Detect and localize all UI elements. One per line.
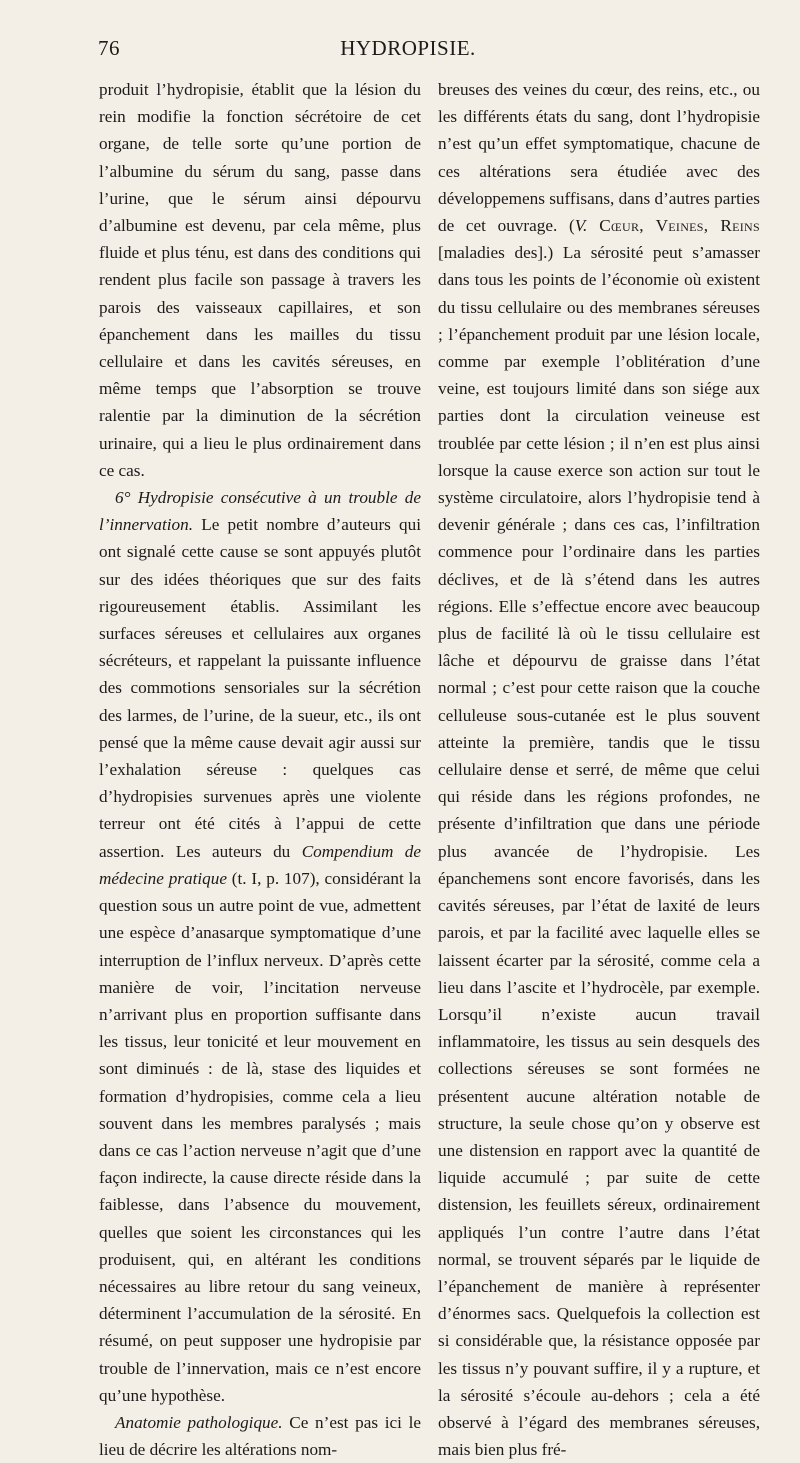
see-reference: V. — [574, 216, 588, 236]
running-title: HYDROPISIE. — [340, 36, 476, 60]
section-heading-anatomy: Anatomie pathologique. — [115, 1412, 283, 1432]
paragraph-anatomy-continued — [438, 76, 760, 1463]
paragraph-text: breuses des veines du cœur, des reins, etc., ou les différents états du sang, dont l’hydropisie n’est qu’un effet symptomatique, chacune de ces altérations sera étudiée avec des développemens suffisans, dans d’autres parties de cet ouvrage. ( — [438, 80, 760, 236]
right-column — [438, 76, 760, 1463]
cross-references: Cœur, Veines, Reins — [587, 216, 760, 236]
paragraph-text: Ce n’est pas ici le lieu de décrire les altérations nom- — [99, 1412, 421, 1460]
page-number: 76 — [98, 36, 120, 60]
paragraph-innervation — [99, 484, 421, 1409]
paragraph-text: produit l’hydropisie, établit que la lésion du rein modifie la fonction sécrétoire de cet organe, de telle sorte qu’une portion de l’albumine du sérum du sang, passe dans l’urine, que le sérum ainsi dépourvu d’albumine est devenu, par cela même, plus fluide et plus ténu, est dans des conditions qui rendent plus facile son passage à travers les parois des vaisseaux capillaires, et son épanchement dans les mailles du tissu cellulaire et dans les cavités séreuses, en même temps que l’absorption se trouve ralentie par la diminution de la sécrétion urinaire, qui a lieu le plus ordinairement dans ce cas. — [99, 80, 421, 480]
paragraph-text: (t. I, p. 107), considérant la question sous un autre point de vue, admettent une espèce d’anasarque symptomatique d’une interruption de l’influx nerveux. D’après cette manière de voir, l’incitation nerveuse n’arrivant plus en proportion suffisante dans les tissus, leur tonicité et leur mouvement en sont diminués : de là, stase des liquides et formation d’hydropisies, comme cela a lieu souvent dans les membres paralysés ; mais dans ce cas l’action nerveuse n’agit que d’une façon indirecte, la cause directe réside dans la faiblesse, dans l’absence du mouvement, quelles que soient les circonstances qui les produisent, qui, en altérant les conditions nécessaires au libre retour du sang veineux, déterminent l’accumulation de la sérosité. En résumé, on peut supposer une hydropisie par trouble de l’innervation, mais ce n’est encore qu’une hypothèse. — [99, 868, 421, 1405]
paragraph-text: Le petit nombre d’auteurs qui ont signalé cette cause se sont appuyés plutôt sur des idées théoriques que sur des faits rigoureusement établis. Assimilant les surfaces séreuses et cellulaires aux organes sécréteurs, et rappelant la puissante influence des commotions sensoriales sur la sécrétion des larmes, de l’urine, de la sueur, etc., ils ont pensé que la même cause devait agir aussi sur l’exhalation séreuse : quelques cas d’hydropisies survenues après une violente terreur ont été cités à l’appui de cette assertion. Les auteurs du — [99, 515, 421, 861]
book-title: Compendium de médecine pratique — [99, 841, 422, 888]
section-heading-innervation: 6° Hydropisie consécutive à un trouble de l’innervation. — [99, 488, 421, 535]
paragraph-anatomy — [99, 1409, 421, 1463]
paragraph-text: [maladies des].) La sérosité peut s’amasser dans tous les points de l’économie où existent du tissu cellulaire ou des membranes séreuses ; l’épanchement produit par une lésion locale, comme par exemple l’oblitération d’une veine, est toujours limité dans son siége aux parties dont la circulation veineuse est troublée par cette lésion ; il n’en est plus ainsi lorsque la cause exerce son action sur tout le système circulatoire, alors l’hydropisie tend à devenir générale ; dans ces cas, l’infiltration commence pour l’ordinaire dans les parties déclives, et de là s’étend dans les autres régions. Elle s’effectue encore avec beaucoup plus de facilité là où le tissu cellulaire est lâche et dépourvu de graisse dans l’état normal ; c’est pour cette raison que la couche celluleuse sous-cutanée est le plus souvent atteinte la première, tandis que le tissu cellulaire dense et serré, de même que celui qui réside dans les régions profondes, ne présente d’infiltration que dans une période plus avancée de l’hydropisie. Les épanchemens sont encore favorisés, dans les cavités séreuses, par l’état de laxité de leurs parois, et par la facilité avec laquelle elles se laissent écarter par la sérosité, comme cela a lieu dans l’ascite et l’hydrocèle, par exemple. Lorsqu’il n’existe aucun travail inflammatoire, les tissus au sein desquels des collections séreuses se sont formées ne présentent aucune altération notable de structure, la seule chose qu’on y observe est une distension en rapport avec la quantité de liquide accumulé ; par suite de cette distension, les feuillets séreux, ordinairement appliqués l’un contre l’autre dans l’état normal, se trouvent séparés par le liquide de l’épanchement de manière à représenter d’énormes sacs. Quelquefois la collection est si considérable que, la résistance opposée par les tissus n’y pouvant suffire, il y a rupture, et la sérosité s’écoule au-dehors ; cela a été observé à l’égard des membranes séreuses, mais bien plus fré- — [438, 243, 760, 1460]
paragraph-albumin — [99, 76, 421, 484]
left-column — [99, 76, 421, 1463]
running-header — [98, 30, 718, 64]
